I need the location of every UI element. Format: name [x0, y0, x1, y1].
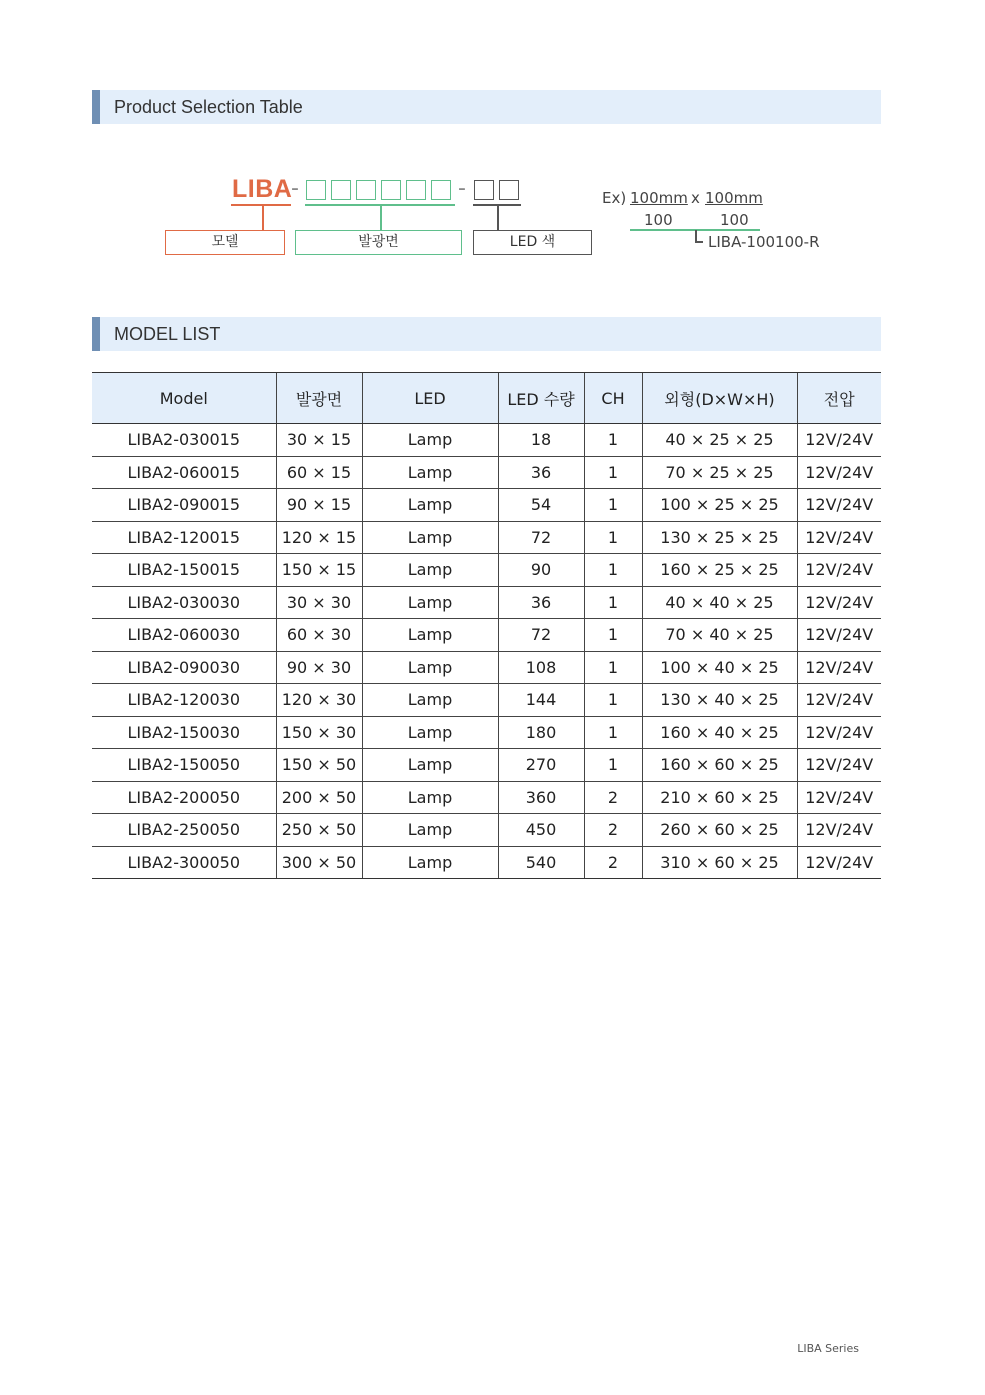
- example-prefix: Ex): [602, 189, 627, 207]
- table-cell: 270: [498, 749, 584, 782]
- connector-line: [497, 205, 499, 230]
- section-header-model-list: [92, 317, 881, 351]
- example-connector: [695, 241, 703, 243]
- section-accent-bar: [92, 90, 100, 124]
- table-cell: 200 × 50: [276, 781, 362, 814]
- code-slot: [306, 180, 326, 200]
- table-cell: LIBA2-300050: [92, 846, 276, 879]
- table-cell: 1: [584, 749, 642, 782]
- table-row: [92, 521, 881, 554]
- table-row: [92, 651, 881, 684]
- table-cell: 12V/24V: [797, 456, 881, 489]
- table-cell: 90: [498, 554, 584, 587]
- table-cell: 18: [498, 424, 584, 457]
- table-cell: 72: [498, 521, 584, 554]
- table-header-row: [92, 373, 881, 424]
- section-header-product-selection: [92, 90, 881, 124]
- model-code-diagram: [0, 170, 985, 270]
- table-cell: 70 × 40 × 25: [642, 619, 797, 652]
- example-value2: 100: [720, 211, 749, 229]
- led-color-box: LED 색: [473, 230, 592, 255]
- code-slot: [499, 180, 519, 200]
- table-cell: 12V/24V: [797, 424, 881, 457]
- section-accent-bar: [92, 317, 100, 351]
- table-row: [92, 586, 881, 619]
- table-cell: 1: [584, 456, 642, 489]
- column-header: LED 수량: [498, 373, 584, 424]
- table-cell: 160 × 25 × 25: [642, 554, 797, 587]
- table-cell: 36: [498, 456, 584, 489]
- table-cell: 12V/24V: [797, 716, 881, 749]
- table-cell: 250 × 50: [276, 814, 362, 847]
- table-cell: 2: [584, 814, 642, 847]
- table-cell: 108: [498, 651, 584, 684]
- table-cell: Lamp: [362, 716, 498, 749]
- table-cell: 60 × 30: [276, 619, 362, 652]
- table-row: [92, 684, 881, 717]
- table-cell: Lamp: [362, 814, 498, 847]
- code-slot: [406, 180, 426, 200]
- section-title: MODEL LIST: [114, 324, 221, 344]
- example-dim1: 100mm: [630, 189, 688, 207]
- table-cell: LIBA2-030030: [92, 586, 276, 619]
- table-cell: 12V/24V: [797, 846, 881, 879]
- table-cell: LIBA2-200050: [92, 781, 276, 814]
- table-cell: Lamp: [362, 554, 498, 587]
- table-cell: 40 × 25 × 25: [642, 424, 797, 457]
- table-cell: Lamp: [362, 521, 498, 554]
- table-cell: Lamp: [362, 424, 498, 457]
- model-list-table: [92, 372, 881, 879]
- table-cell: 40 × 40 × 25: [642, 586, 797, 619]
- table-cell: Lamp: [362, 749, 498, 782]
- table-cell: 120 × 15: [276, 521, 362, 554]
- table-cell: 540: [498, 846, 584, 879]
- example-result: LIBA-100100-R: [708, 233, 820, 251]
- model-box: 모델: [165, 230, 285, 255]
- table-row: [92, 424, 881, 457]
- table-cell: 12V/24V: [797, 554, 881, 587]
- table-row: [92, 846, 881, 879]
- table-cell: LIBA2-060015: [92, 456, 276, 489]
- table-cell: 210 × 60 × 25: [642, 781, 797, 814]
- code-dash: -: [291, 176, 299, 201]
- table-cell: 90 × 30: [276, 651, 362, 684]
- table-row: [92, 716, 881, 749]
- table-row: [92, 489, 881, 522]
- table-cell: 160 × 60 × 25: [642, 749, 797, 782]
- code-slot: [356, 180, 376, 200]
- table-cell: 1: [584, 716, 642, 749]
- column-header: Model: [92, 373, 276, 424]
- table-cell: LIBA2-120030: [92, 684, 276, 717]
- table-cell: 70 × 25 × 25: [642, 456, 797, 489]
- table-cell: LIBA2-060030: [92, 619, 276, 652]
- column-header: LED: [362, 373, 498, 424]
- table-cell: LIBA2-250050: [92, 814, 276, 847]
- table-cell: 12V/24V: [797, 521, 881, 554]
- table-cell: 30 × 15: [276, 424, 362, 457]
- connector-line: [262, 205, 264, 230]
- code-slot: [331, 180, 351, 200]
- code-slot: [381, 180, 401, 200]
- table-cell: 150 × 30: [276, 716, 362, 749]
- table-cell: 2: [584, 846, 642, 879]
- table-cell: 310 × 60 × 25: [642, 846, 797, 879]
- table-cell: 1: [584, 651, 642, 684]
- table-cell: 12V/24V: [797, 814, 881, 847]
- footer-series-label: LIBA Series: [797, 1342, 859, 1355]
- surface-box: 발광면: [295, 230, 462, 255]
- table-cell: LIBA2-150050: [92, 749, 276, 782]
- table-cell: 1: [584, 489, 642, 522]
- table-cell: 12V/24V: [797, 586, 881, 619]
- table-row: [92, 749, 881, 782]
- table-row: [92, 456, 881, 489]
- table-cell: 12V/24V: [797, 651, 881, 684]
- table-cell: Lamp: [362, 651, 498, 684]
- section-title: Product Selection Table: [114, 97, 303, 117]
- table-cell: 36: [498, 586, 584, 619]
- table-row: [92, 814, 881, 847]
- table-row: [92, 619, 881, 652]
- table-cell: 180: [498, 716, 584, 749]
- table-cell: 12V/24V: [797, 781, 881, 814]
- table-cell: Lamp: [362, 781, 498, 814]
- table-cell: Lamp: [362, 489, 498, 522]
- table-cell: 60 × 15: [276, 456, 362, 489]
- table-cell: 100 × 40 × 25: [642, 651, 797, 684]
- table-cell: 120 × 30: [276, 684, 362, 717]
- table-cell: 160 × 40 × 25: [642, 716, 797, 749]
- table-cell: 12V/24V: [797, 749, 881, 782]
- table-cell: 54: [498, 489, 584, 522]
- table-cell: 360: [498, 781, 584, 814]
- table-cell: Lamp: [362, 456, 498, 489]
- prefix-underline: [231, 204, 291, 206]
- table-cell: LIBA2-090030: [92, 651, 276, 684]
- table-cell: Lamp: [362, 684, 498, 717]
- table-cell: LIBA2-120015: [92, 521, 276, 554]
- table-cell: Lamp: [362, 586, 498, 619]
- table-row: [92, 554, 881, 587]
- table-cell: 2: [584, 781, 642, 814]
- code-dash: -: [458, 176, 466, 201]
- table-cell: 150 × 15: [276, 554, 362, 587]
- table-cell: 450: [498, 814, 584, 847]
- column-header: CH: [584, 373, 642, 424]
- column-header: 전압: [797, 373, 881, 424]
- table-cell: LIBA2-150030: [92, 716, 276, 749]
- example-dim2: 100mm: [705, 189, 763, 207]
- table-cell: 1: [584, 619, 642, 652]
- column-header: 발광면: [276, 373, 362, 424]
- table-cell: 130 × 25 × 25: [642, 521, 797, 554]
- table-cell: 300 × 50: [276, 846, 362, 879]
- table-cell: 30 × 30: [276, 586, 362, 619]
- code-prefix: LIBA: [232, 175, 293, 203]
- table-cell: 100 × 25 × 25: [642, 489, 797, 522]
- connector-line: [380, 205, 382, 230]
- table-cell: 1: [584, 554, 642, 587]
- table-cell: Lamp: [362, 846, 498, 879]
- table-row: [92, 781, 881, 814]
- example-value1: 100: [644, 211, 673, 229]
- example-times: x: [691, 189, 700, 207]
- table-cell: 12V/24V: [797, 619, 881, 652]
- table-cell: 144: [498, 684, 584, 717]
- table-cell: LIBA2-090015: [92, 489, 276, 522]
- code-slot: [474, 180, 494, 200]
- table-cell: 260 × 60 × 25: [642, 814, 797, 847]
- table-cell: 72: [498, 619, 584, 652]
- column-header: 외형(D×W×H): [642, 373, 797, 424]
- table-cell: 130 × 40 × 25: [642, 684, 797, 717]
- table-cell: LIBA2-150015: [92, 554, 276, 587]
- table-cell: Lamp: [362, 619, 498, 652]
- table-cell: 12V/24V: [797, 684, 881, 717]
- table-cell: 12V/24V: [797, 489, 881, 522]
- table-cell: 1: [584, 684, 642, 717]
- table-cell: 1: [584, 586, 642, 619]
- table-cell: 1: [584, 521, 642, 554]
- table-cell: 1: [584, 424, 642, 457]
- table-cell: 90 × 15: [276, 489, 362, 522]
- code-slot: [431, 180, 451, 200]
- table-cell: 150 × 50: [276, 749, 362, 782]
- table-cell: LIBA2-030015: [92, 424, 276, 457]
